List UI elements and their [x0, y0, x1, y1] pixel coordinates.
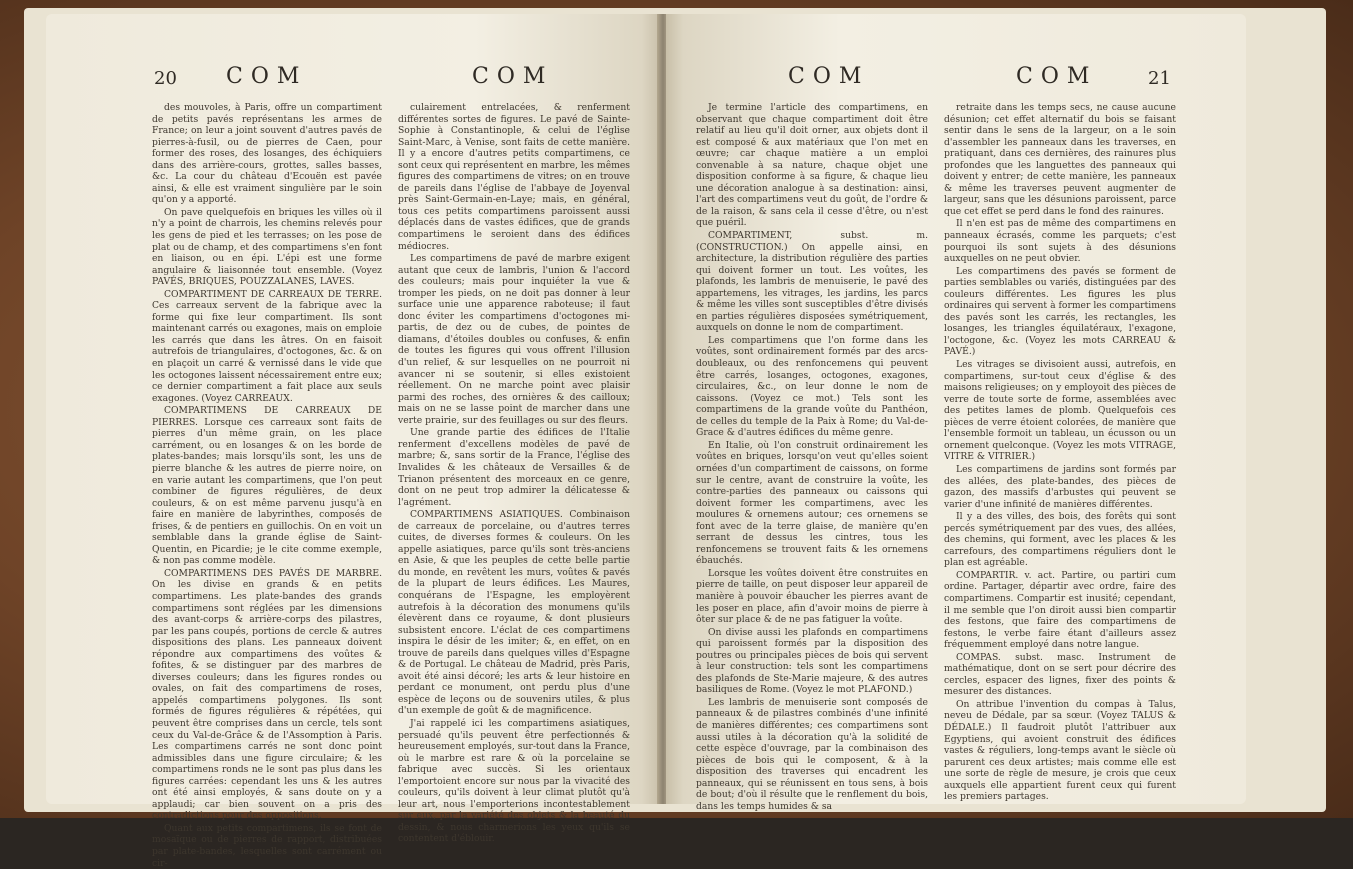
left-header-left: COM [226, 64, 308, 89]
paragraph: Il y a des villes, des bois, des forêts qui sont percés symétriquement par des vues, des allées, des chemins, qui forment, avec les places & les carrefours, des compartimens réguliers dont le plan est agréable. [944, 511, 1176, 569]
left-page [46, 14, 660, 869]
left-column-2 [398, 102, 630, 845]
paragraph: En Italie, où l'on construit ordinairement les voûtes en briques, lorsqu'on veut qu'elles soient ornées d'un compartiment de caissons, on forme sur le centre, avant de construire la voûte, les contre-parties des panneaux ou caissons qui doivent former les compartimens, avec les moulures & ornemens autour; ces ornemens se font avec de la terre glaise, de manière qu'en serrant de dessus les cintres, tous les renfoncemens se trouvent faits & les ornemens ébauchés. [696, 439, 928, 567]
paragraph: Quant aux petits compartimens, ils se font de mosaïque ou de pierres de rapport, distribuées par plate-bandes, lesquelles sont carrément ou cir- [152, 822, 382, 869]
paragraph: Les vitrages se divisoient aussi, autrefois, en compartimens, sur-tout ceux d'église & des maisons religieuses; on y employoit des pièces de verre de toute sorte de forme, assemblées avec des petites lames de plomb. Quelquefois ces pièces de verre étoient colorées, de manière que l'ensemble formoit un tableau, un écusson ou un ornement quelconque. (Voyez les mots VITRAGE, VITRE & VITRIER.) [944, 359, 1176, 463]
right-header-right: COM [1016, 64, 1098, 89]
left-column-1 [152, 102, 382, 869]
paragraph: Je termine l'article des compartimens, en observant que chaque compartiment doit être relatif au lieu qu'il doit orner, aux objets dont il est composé & aux matériaux que l'on met en œuvre; car chaque matière a un emploi convenable à sa nature, chaque objet une disposition conforme à sa figure, & chaque lieu une décoration analogue à sa destination: ainsi, l'art des compartimens veut du goût, de l'ordre & de la raison, & sans cela il cesse d'être, ou n'est que puéril. [696, 102, 928, 229]
paragraph: Une grande partie des édifices de l'Italie renferment d'excellens modèles de pavé de marbre; &, sans sortir de la France, l'église des Invalides & les châteaux de Versailles & de Trianon présentent des morceaux en ce genre, dont on ne peut trop admirer la délicatesse & l'agrément. [398, 427, 630, 508]
right-column-2 [944, 102, 1176, 803]
paragraph: COMPARTIMENS DE CARREAUX DE PIERRES. Lorsque ces carreaux sont faits de pierres d'un même grain, on les place carrément, ou en losanges & on les borde de plates-bandes; mais lorsqu'ils sont, les uns de pierre blanche & les autres de pierre noire, on en varie autant les compartimens, que l'on peut combiner de figures régulières, de deux couleurs, & on est même parvenu jusqu'à en faire en manière de labyrinthes, composés de frises, & de pentiers en guillochis. On en voit un semblable dans la grande église de Saint-Quentin, en Picardie; je le cite comme exemple, & non pas comme modèle. [152, 405, 382, 567]
right-header-left: COM [788, 64, 870, 89]
paragraph: Il n'en est pas de même des compartimens en panneaux écrasés, comme les parquets; c'est pourquoi ils sont sujets à des désunions auxquelles on ne peut obvier. [944, 218, 1176, 265]
paragraph: COMPAS. subst. masc. Instrument de mathématique, dont on se sert pour décrire des cercles, espacer des lignes, fixer des points & mesurer des distances. [944, 651, 1176, 698]
paragraph: COMPARTIMENS ASIATIQUES. Combinaison de carreaux de porcelaine, ou d'autres terres cuites, de diverses formes & couleurs. On les appelle asiatiques, parce qu'ils sont très-anciens en Asie, & que les peuples de cette belle partie du monde, en revêtent les murs, voûtes & pavés de la plupart de leurs édifices. Les Maures, conquérans de l'Espagne, les employèrent autrefois à la décoration des monumens qu'ils élevèrent dans ce royaume, & dont plusieurs subsistent encore. L'éclat de ces compartimens inspira le désir de les imiter; &, en effet, on en trouve de pareils dans quelques villes d'Espagne & de Portugal. Le château de Madrid, près Paris, avoit été ainsi décoré; les arts & leur histoire en perdant ce monument, ont perdu plus d'une espèce de leçons ou de souvenirs utiles, & plus d'un exemple de goût & de magnificence. [398, 509, 630, 717]
right-page-number: 21 [1148, 68, 1171, 89]
paragraph: Lorsque les voûtes doivent être construites en pierre de taille, on peut disposer leur appareil de manière à pouvoir ébaucher les pierres avant de les poser en place, afin d'avoir moins de pierre à ôter sur place & de ne pas fatiguer la voûte. [696, 567, 928, 626]
paragraph: culairement entrelacées, & renferment différentes sortes de figures. Le pavé de Sainte-Sophie à Constantinople, & celui de l'église Saint-Marc, à Venise, sont faits de cette manière. Il y a encore d'autres petits compartimens, ce sont ceux qui représentent en marbre, les mêmes figures des compartimens de vitres; on en trouve de pareils dans l'église de l'abbaye de Joyenval près Saint-Germain-en-Laye; mais, en général, tous ces petits compartimens paroissent aussi déplacés dans de vastes édifices, que de grands compartimens le seroient dans des édifices médiocres. [398, 102, 630, 252]
paragraph: J'ai rappelé ici les compartimens asiatiques, persuadé qu'ils peuvent être perfectionnés & heureusement employés, sur-tout dans la France, où le marbre est rare & où la porcelaine se fabrique avec succès. Si les orientaux l'emportoient encore sur nous par la vivacité des couleurs, qu'ils doivent à leur climat plutôt qu'à leur art, nous l'emporterions incontestablement sur eux, par la variété des objets & la beauté du dessin, & nous charmerions les yeux qu'ils se contentent d'éblouir. [398, 717, 630, 845]
paragraph: COMPARTIR. v. act. Partire, ou partiri cum ordine. Partager, départir avec ordre, faire des compartimens. Compartir est inusité; cependant, il me semble que l'on diroit aussi bien compartir des festons, que faire des compartimens de festons, le verbe faire étant d'ailleurs assez fréquemment employé dans notre langue. [944, 569, 1176, 651]
paragraph: Les compartimens que l'on forme dans les voûtes, sont ordinairement formés par des arcs-doubleaux, ou des renfoncemens qui peuvent être carrés, losanges, octogones, exagones, circulaires, &c., on leur donne le nom de caissons. (Voyez ce mot.) Tels sont les compartimens de la grande voûte du Panthéon, de celles du temple de la Paix à Rome; du Val-de-Grace & d'autres édifices du même genre. [696, 334, 928, 439]
paragraph: COMPARTIMENT DE CARREAUX DE TERRE. Ces carreaux servent de la fabrique avec la forme qui fixe leur compartiment. Ils sont maintenant carrés ou exagones, mais on emploie les carrés que dans les âtres. On en faisoit autrefois de triangulaires, d'octogones, &c. & on en plaçoit un carré & vernissé dans le vide que les octogones laissent nécessairement entre eux; ce dernier compartiment a fait place aux seuls exagones. (Voyez CARREAUX. [152, 288, 382, 404]
paragraph: On divise aussi les plafonds en compartimens qui paroissent formés par la disposition des poutres ou principales pièces de bois qui servent à leur construction: tels sont les compartimens des plafonds de Ste-Marie majeure, & des autres basiliques de Rome. (Voyez le mot PLAFOND.) [696, 626, 928, 696]
paragraph: Les compartimens de pavé de marbre exigent autant que ceux de lambris, l'union & l'accord des couleurs; mais pour inquiéter la vue & tromper les pieds, on ne doit pas donner à leur surface unie une apparence raboteuse; il faut donc éviter les compartimens d'octogones mi-partis, de dez ou de cubes, de pointes de diamans, d'étoiles doubles ou confuses, & enfin de toutes les figures qui vous offrent l'illusion d'un relief, & sur lesquelles on ne pourroit ni avancer ni se soutenir, si elles existoient réellement. On ne marche point avec plaisir parmi des roches, des ornières & des cailloux; mais on ne se lasse point de marcher dans une verte prairie, sur des feuillages ou sur des fleurs. [398, 253, 630, 426]
right-column-1 [696, 102, 928, 812]
left-page-number: 20 [154, 68, 177, 89]
paragraph: On attribue l'invention du compas à Talus, neveu de Dédale, par sa sœur. (Voyez TALUS & DÉDALE.) Il faudroit plutôt l'attribuer aux Egyptiens, qui avoient construit des édifices vastes & réguliers, long-temps avant le siècle où parurent ces deux artistes; mais comme elle est une sorte de règle de mesure, je crois que ceux auxquels elle appartient furent ceux qui furent les premiers partages. [944, 698, 1176, 803]
paragraph: Les lambris de menuiserie sont composés de panneaux & de pilastres combinés d'une infinité de manières différentes; ces compartimens sont aussi utiles à la décoration qu'à la solidité de cette espèce d'ouvrage, par la combinaison des pièces de bois qui le composent, & à la disposition des traverses qui encadrent les panneaux, qui se réunissent en tous sens, à bois de bout; d'où il résulte que le renflement du bois, dans les temps humides & sa [696, 696, 928, 812]
right-page [666, 14, 1246, 812]
paragraph: retraite dans les temps secs, ne cause aucune désunion; cet effet alternatif du bois se faisant sentir dans le sens de la largeur, on a le soin d'assembler les panneaux dans les traverses, en pratiquant, dans ces dernières, des rainures plus profondes que les languettes des panneaux qui doivent y entrer; de cette manière, les panneaux & même les traverses peuvent augmenter de largeur, sans que les désunions paroissent, parce que cet effet se perd dans le fond des rainures. [944, 102, 1176, 217]
left-header-right: COM [472, 64, 554, 89]
paragraph: Les compartimens des pavés se forment de parties semblables ou variés, distinguées par des couleurs différentes. Les figures les plus ordinaires qui servent à former les compartimens des pavés sont les carrés, les rectangles, les losanges, les triangles équilatéraux, l'exagone, l'octogone, &c. (Voyez les mots CARREAU & PAVÉ.) [944, 265, 1176, 358]
paragraph: COMPARTIMENT, subst. m. (CONSTRUCTION.) On appelle ainsi, en architecture, la distribution régulière des parties qui doivent former un tout. Les voûtes, les plafonds, les lambris de menuiserie, le pavé des appartemens, les vitrages, les jardins, les parcs & même les villes sont susceptibles d'être divisés en parties régulières disposées symétriquement, auxquels on donne le nom de compartiment. [696, 230, 928, 334]
paragraph: Les compartimens de jardins sont formés par des allées, des plate-bandes, des pièces de gazon, des massifs d'arbustes qui peuvent se varier d'une infinité de manières différentes. [944, 463, 1176, 510]
paragraph: COMPARTIMENS DES PAVÉS DE MARBRE. On les divise en grands & en petits compartimens. Les plate-bandes des grands compartimens sont réglées par les dimensions des avant-corps & arrière-corps des pilastres, par les pans coupés, portions de cercle & autres dispositions des plans. Les panneaux doivent répondre aux compartimens des voûtes & fofites, & se distinguer par des marbres de diverses couleurs; dans les figures rondes ou ovales, on fait des compartimens de roses, appelés compartimens polygones. Ils sont formés de figures régulières & répétées, qui peuvent être comprises dans un cercle, tels sont ceux du Val-de-Grâce & de l'Assomption à Paris. Les compartimens carrés ne sont donc point admissibles dans une figure circulaire; & les compartimens ronds ne le sont pas plus dans les figures carrées: cependant les uns & les autres ont été ainsi employés, & sans doute on y a applaudi; car bien souvent on a pris des contradictions pour des oppositions. [152, 567, 382, 822]
paragraph: On pave quelquefois en briques les villes où il n'y a point de charrois, les chemins relevés pour les gens de pied et les terrasses; on les pose de plat ou de champ, et des compartimens s'en font en liaison, ou en épi. L'épi est une forme angulaire & liaisonnée tout ensemble. (Voyez PAVÉS, BRIQUES, POUZZALANES, LAVES. [152, 206, 382, 288]
paragraph: des mouvoles, à Paris, offre un compartiment de petits pavés représentans les armes de France; on leur a joint souvent d'autres pavés de pierres-à-fusil, ou de pierres de Caen, pour former des roses, des losanges, des échiquiers dans des arrière-cours, grottes, salles basses, &c. La cour du château d'Ecouën est pavée ainsi, & elle est vraiment singulière par le soin qu'on y a apporté. [152, 102, 382, 206]
